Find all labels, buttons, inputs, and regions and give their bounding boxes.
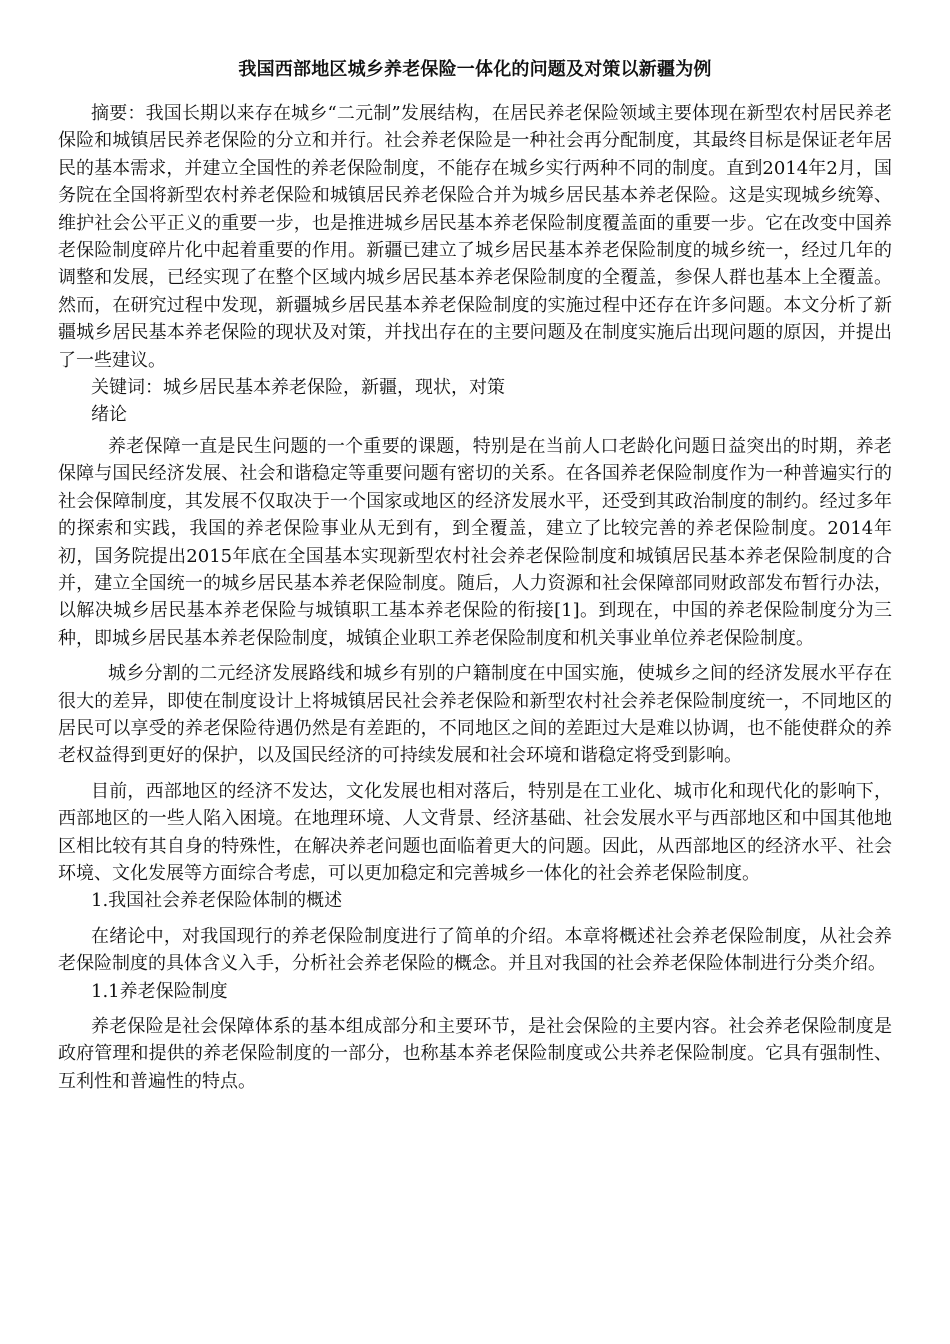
section-1-paragraph: 在绪论中，对我国现行的养老保险制度进行了简单的介绍。本章将概述社会养老保险制度，从社会养老保险制度的具体含义入手，分析社会养老保险的概念。并且对我国的社会养老保险体制进行分类介绍。 xyxy=(58,925,892,975)
keywords-line: 关键词：城乡居民基本养老保险，新疆，现状，对策 xyxy=(91,377,505,399)
abstract-paragraph: 摘要：我国长期以来存在城乡“二元制”发展结构，在居民养老保险领域主要体现在新型农村居民养老保险和城镇居民养老保险的分立和并行。社会养老保险是一种社会再分配制度，其最终目标是保证老年居民的基本需求，并建立全国性的养老保险制度，不能存在城乡实行两种不同的制度。直到2014年2月，国务院在全国将新型农村养老保险和城镇居民养老保险合并为城乡居民基本养老保险。这是实现城乡统筹、维护社会公平正义的重要一步，也是推进城乡居民基本养老保险制度覆盖面的重要一步。它在改变中国养老保险制度碎片化中起着重要的作用。新疆已建立了城乡居民基本养老保险制度的城乡统一，经过几年的调整和发展，已经实现了在整个区域内城乡居民基本养老保险制度的全覆盖，参保人群也基本上全覆盖。然而，在研究过程中发现，新疆城乡居民基本养老保险制度的实施过程中还存在许多问题。本文分析了新疆城乡居民基本养老保险的现状及对策，并找出存在的主要问题及在制度实施后出现问题的原因，并提出了一些建议。 xyxy=(58,103,892,371)
intro-paragraph-3: 目前，西部地区的经济不发达，文化发展也相对落后，特别是在工业化、城市化和现代化的影响下，西部地区的一些人陷入困境。在地理环境、人文背景、经济基础、社会发展水平与西部地区和中国其他地区相比较有其自身的特殊性，在解决养老问题也面临着更大的问题。因此，从西部地区的经济水平、社会环境、文化发展等方面综合考虑，可以更加稳定和完善城乡一体化的社会养老保险制度。 xyxy=(58,780,892,884)
section-1-heading: 1.我国社会养老保险体制的概述 xyxy=(91,890,343,912)
section-1-1-heading: 1.1养老保险制度 xyxy=(91,980,228,1002)
document-page xyxy=(58,58,892,1095)
intro-paragraph-2: 城乡分割的二元经济发展路线和城乡有别的户籍制度在中国实施，使城乡之间的经济发展水平存在很大的差异，即使在制度设计上将城镇居民社会养老保险和新型农村社会养老保险制度统一，不同地区的居民可以享受的养老保险待遇仍然是有差距的，不同地区之间的差距过大是难以协调，也不能使群众的养老权益得到更好的保护，以及国民经济的可持续发展和社会环境和谐稳定将受到影响。 xyxy=(58,663,892,767)
intro-paragraph-1: 养老保障一直是民生问题的一个重要的课题，特别是在当前人口老龄化问题日益突出的时期，养老保障与国民经济发展、社会和谐稳定等重要问题有密切的关系。在各国养老保险制度作为一种普遍实行的社会保障制度，其发展不仅取决于一个国家或地区的经济发展水平，还受到其政治制度的制约。经过多年的探索和实践，我国的养老保险事业从无到有，到全覆盖，建立了比较完善的养老保险制度。2014年初，国务院提出2015年底在全国基本实现新型农村社会养老保险制度和城镇居民基本养老保险制度的合并，建立全国统一的城乡居民基本养老保险制度。随后，人力资源和社会保障部同财政部发布暂行办法，以解决城乡居民基本养老保险与城镇职工基本养老保险的衔接[1]。到现在，中国的养老保险制度分为三种，即城乡居民基本养老保险制度，城镇企业职工养老保险制度和机关事业单位养老保险制度。 xyxy=(58,435,892,649)
document-title: 我国西部地区城乡养老保险一体化的问题及对策以新疆为例 xyxy=(238,59,712,80)
intro-heading: 绪论 xyxy=(91,404,127,426)
section-1-1-paragraph: 养老保险是社会保障体系的基本组成部分和主要环节，是社会保险的主要内容。社会养老保险制度是政府管理和提供的养老保险制度的一部分，也称基本养老保险制度或公共养老保险制度。它具有强制性、互利性和普遍性的特点。 xyxy=(58,1016,892,1092)
